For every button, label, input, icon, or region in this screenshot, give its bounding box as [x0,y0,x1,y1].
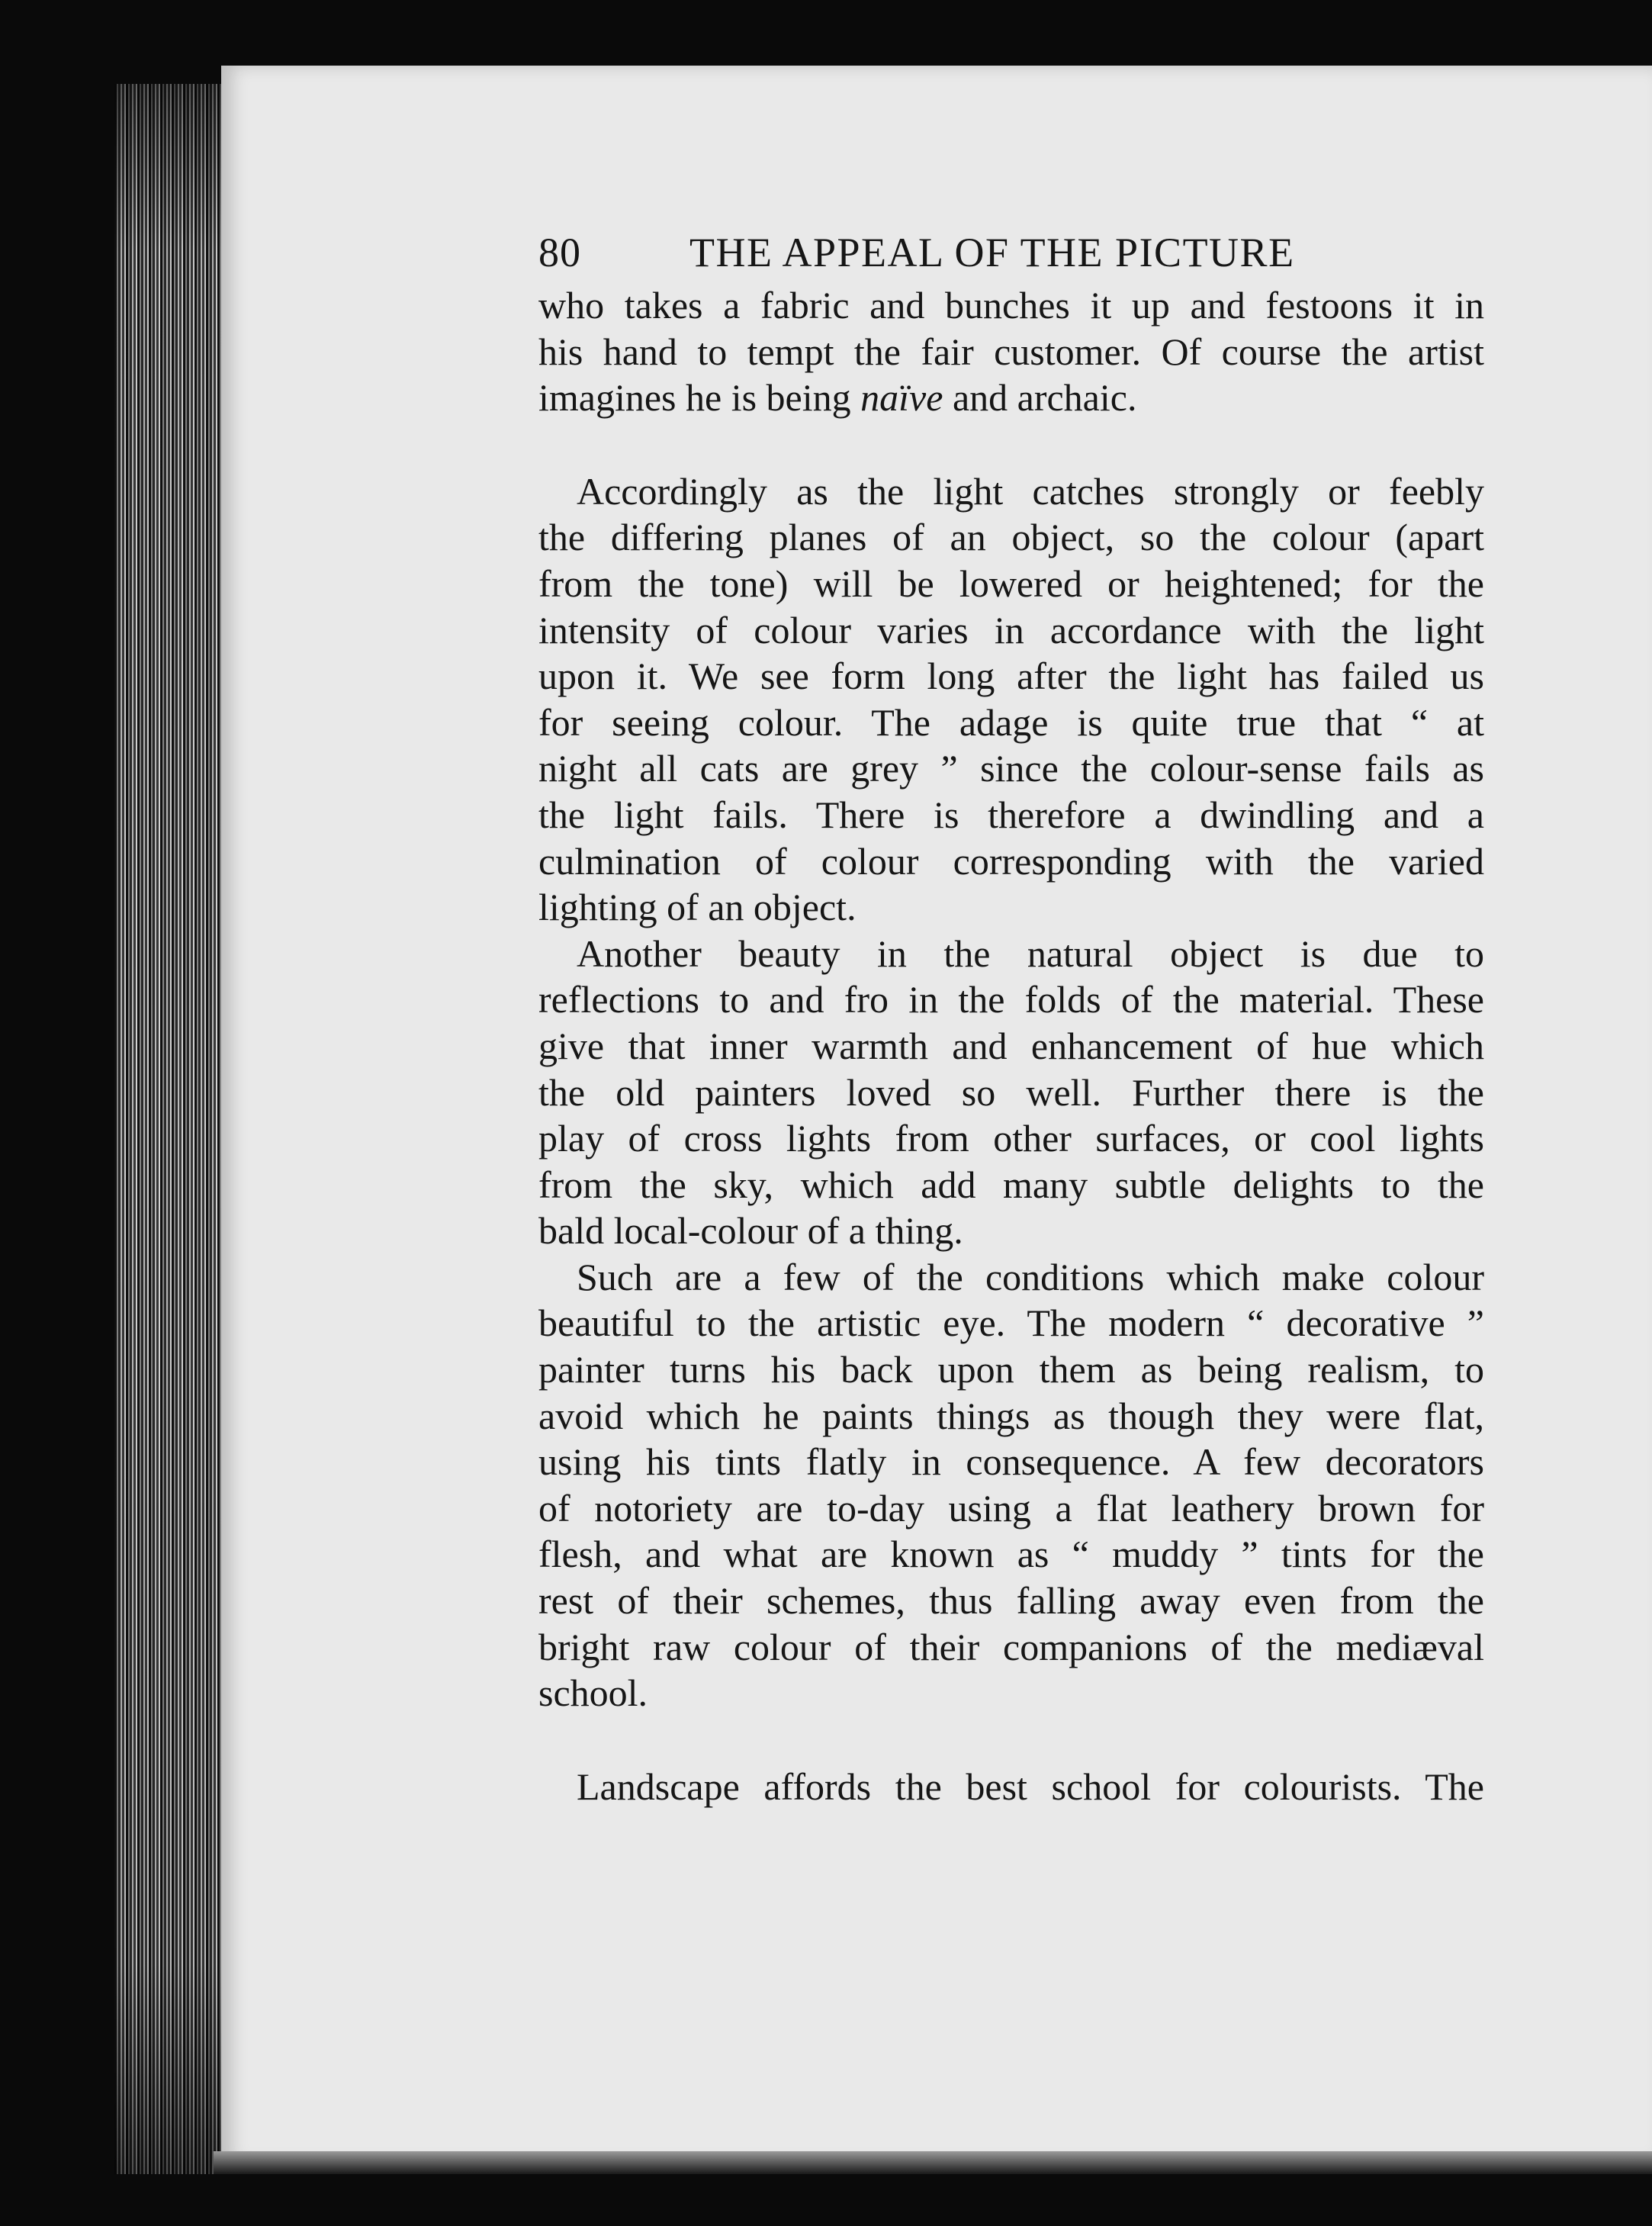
paragraph-1 [538,282,1484,421]
text-line: play of cross lights from other surfaces, or cool lights [538,1117,1484,1160]
text-line: for seeing colour. The adage is quite true that “ at [538,700,1484,744]
text-line: night all cats are grey ” since the colour-sense fails as [538,747,1484,790]
text-line: his hand to tempt the fair customer. Of course the artist [538,330,1484,373]
text-line: who takes a fabric and bunches it up and festoons it in [538,284,1484,327]
text-line: flesh, and what are known as “ muddy ” tints for the [538,1533,1484,1576]
text-line: avoid which he paints things as though they were flat, [538,1394,1484,1437]
book-page-edges [114,84,229,2174]
text-line: give that inner warmth and enhancement of hue which [538,1024,1484,1067]
text-line: rest of their schemes, thus falling away even from the [538,1579,1484,1623]
text-line: Such are a few of the conditions which make colour [577,1255,1484,1298]
text-line: bright raw colour of their companions of the mediæval [538,1625,1484,1668]
text-line: reflections to and fro in the folds of the material. These [538,978,1484,1021]
text-line: imagines he is being naïve and archaic. [538,376,1137,420]
text-line: school. [538,1671,648,1715]
text-line: of notoriety are to-day using a flat leathery brown for [538,1486,1484,1530]
paragraph-4 [538,1254,1484,1716]
text-line: intensity of colour varies in accordance with the light [538,608,1484,651]
italic-word: naïve [860,376,943,420]
text-line: beautiful to the artistic eye. The modern “ decorative ” [538,1301,1484,1345]
text-line: the light fails. There is therefore a dwindling and a [538,793,1484,836]
text-line: culmination of colour corresponding with the varied [538,839,1484,883]
text-line: lighting of an object. [538,886,857,929]
text-line: Landscape affords the best school for colourists. The [577,1764,1484,1808]
text-line: using his tints flatly in consequence. A few decorators [538,1440,1484,1484]
text-line: bald local-colour of a thing. [538,1209,963,1253]
paragraph-2 [538,468,1484,931]
text-line: Accordingly as the light catches strongly or feebly [577,469,1484,513]
page-bottom-edge [214,2151,1652,2174]
paragraph-5 [538,1764,1484,1810]
page-number: 80 [538,230,581,275]
text-block [538,221,1484,1809]
text-line: the old painters loved so well. Further there is the [538,1070,1484,1114]
text-line: the differing planes of an object, so the colour (apart [538,516,1484,559]
page-header [538,221,1484,282]
running-title: THE APPEAL OF THE PICTURE [689,230,1295,275]
text-line: Another beauty in the natural object is due to [577,931,1484,975]
paragraph-3 [538,931,1484,1254]
text-line: painter turns his back upon them as being realism, to [538,1348,1484,1391]
text-line: from the tone) will be lowered or heightened; for the [538,561,1484,605]
text-line: from the sky, which add many subtle delights to the [538,1163,1484,1206]
text-line: upon it. We see form long after the light has failed us [538,655,1484,698]
